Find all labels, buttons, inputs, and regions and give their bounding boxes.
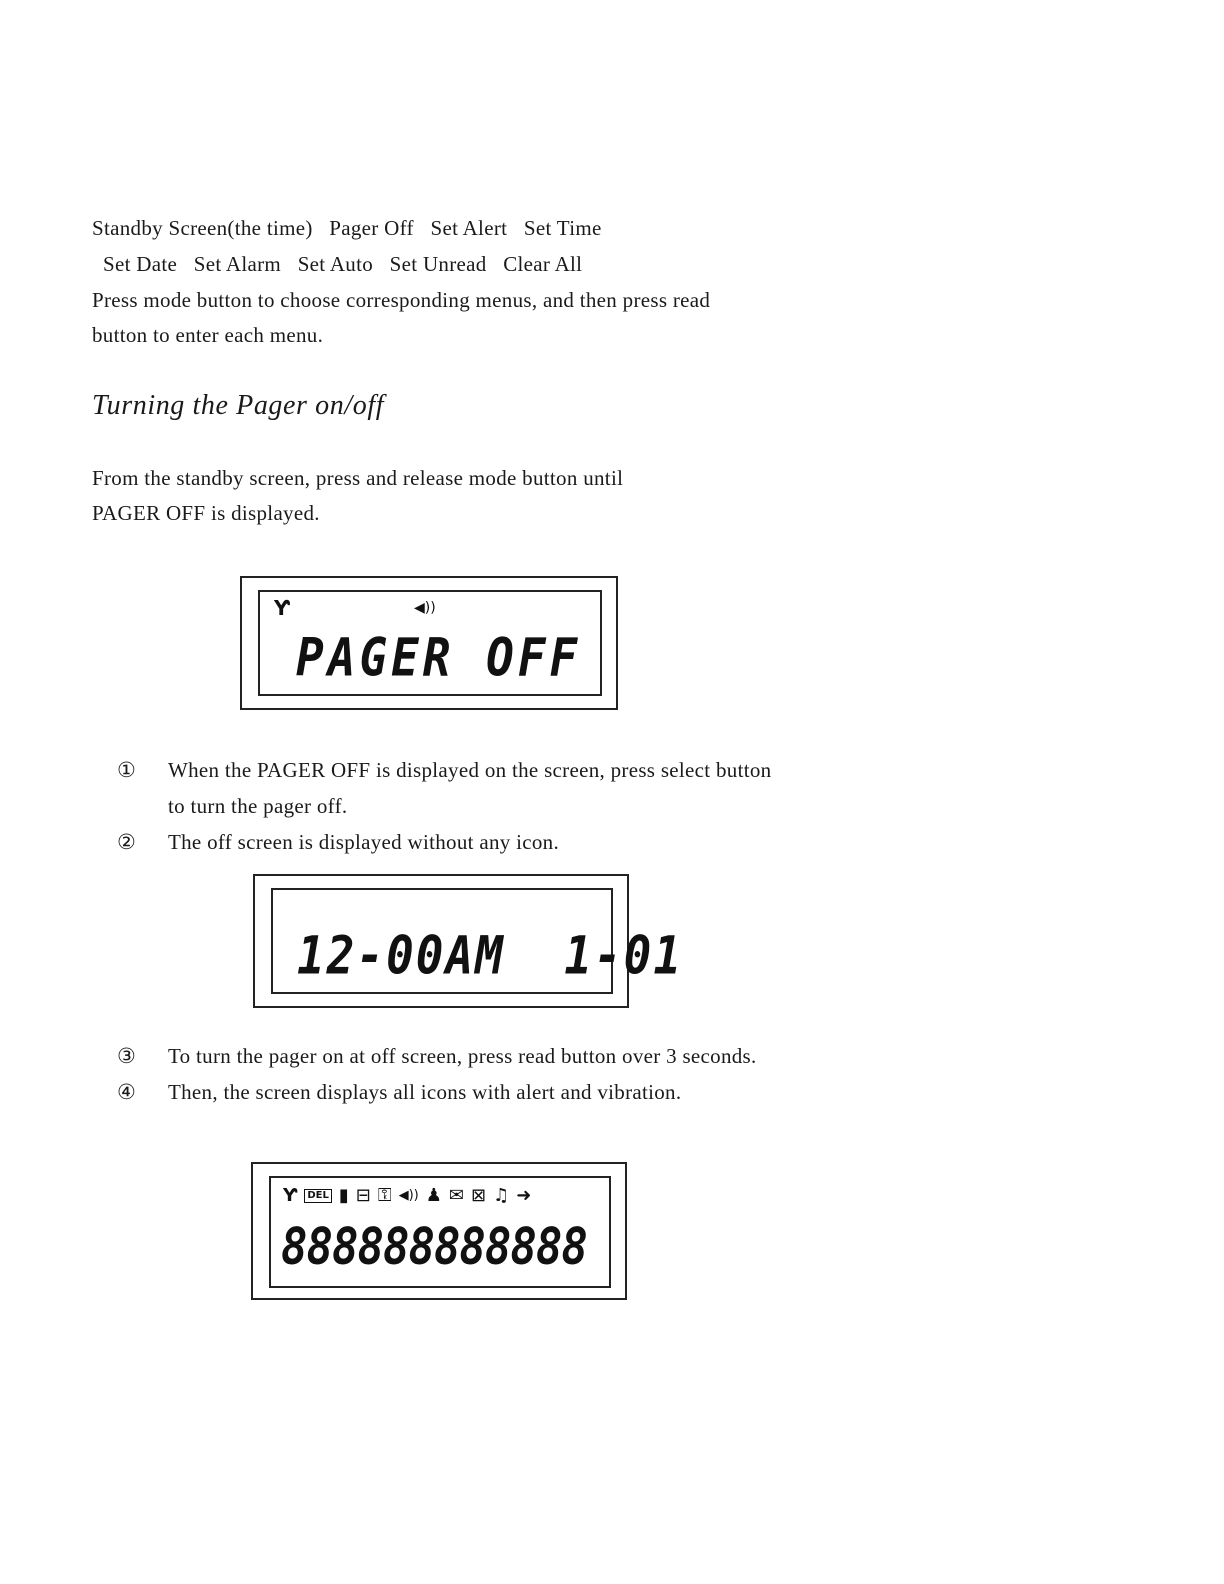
- lcd-screen: [258, 590, 602, 696]
- envelope-icon: ✉: [448, 1185, 464, 1206]
- lock-icon: ⚿: [377, 1185, 392, 1206]
- memo-icon: ▮: [338, 1185, 349, 1206]
- lcd-text: 12-00AM 1-01: [297, 924, 684, 987]
- step-1-line-2: to turn the pager off.: [168, 794, 348, 818]
- lcd-screen: [269, 1176, 611, 1288]
- step-number: ②: [117, 830, 136, 854]
- speaker-icon: ◀)): [414, 600, 436, 616]
- icon-row: [283, 1186, 531, 1206]
- section-title: Turning the Pager on/off: [92, 390, 385, 421]
- lcd-display-pager-off: [240, 576, 618, 710]
- section-paragraph-line-1: From the standby screen, press and release mode button until: [92, 466, 624, 490]
- step-1-line-1: When the PAGER OFF is displayed on the screen, press select button: [168, 758, 772, 782]
- lcd-text: 888888888888: [281, 1218, 587, 1277]
- antenna-icon: Ƴ: [274, 596, 290, 620]
- step-3-line-1: To turn the pager on at off screen, press read button over 3 seconds.: [168, 1044, 757, 1068]
- step-number: ④: [117, 1080, 136, 1104]
- instruction-line-1: Press mode button to choose corresponding menus, and then press read: [92, 288, 711, 312]
- lcd-screen: [271, 888, 684, 994]
- message-icon: ⊟: [355, 1185, 371, 1206]
- step-2-line-1: The off screen is displayed without any icon.: [168, 830, 560, 854]
- lcd-display-off-screen: [253, 874, 684, 1008]
- speaker-icon: ◀)): [398, 1188, 419, 1203]
- step-number: ①: [117, 758, 136, 782]
- antenna-icon: Ƴ: [283, 1185, 298, 1206]
- instruction-line-2: button to enter each menu.: [92, 323, 324, 347]
- section-paragraph-line-2: PAGER OFF is displayed.: [92, 501, 320, 525]
- step-4-line-1: Then, the screen displays all icons with alert and vibration.: [168, 1080, 682, 1104]
- envelope-x-icon: ⊠: [470, 1185, 487, 1206]
- music-icon: ♫: [493, 1185, 510, 1206]
- menu-list-line-1: Standby Screen(the time) Pager Off Set Alert Set Time: [92, 216, 602, 240]
- step-number: ③: [117, 1044, 136, 1068]
- del-icon: DEL: [304, 1189, 332, 1203]
- bell-icon: ♟: [425, 1185, 442, 1206]
- lcd-text: PAGER OFF: [296, 626, 582, 689]
- menu-list-line-2: Set Date Set Alarm Set Auto Set Unread Clear All: [103, 252, 583, 276]
- arrow-right-icon: ➜: [516, 1185, 532, 1206]
- lcd-display-all-icons: [251, 1162, 627, 1300]
